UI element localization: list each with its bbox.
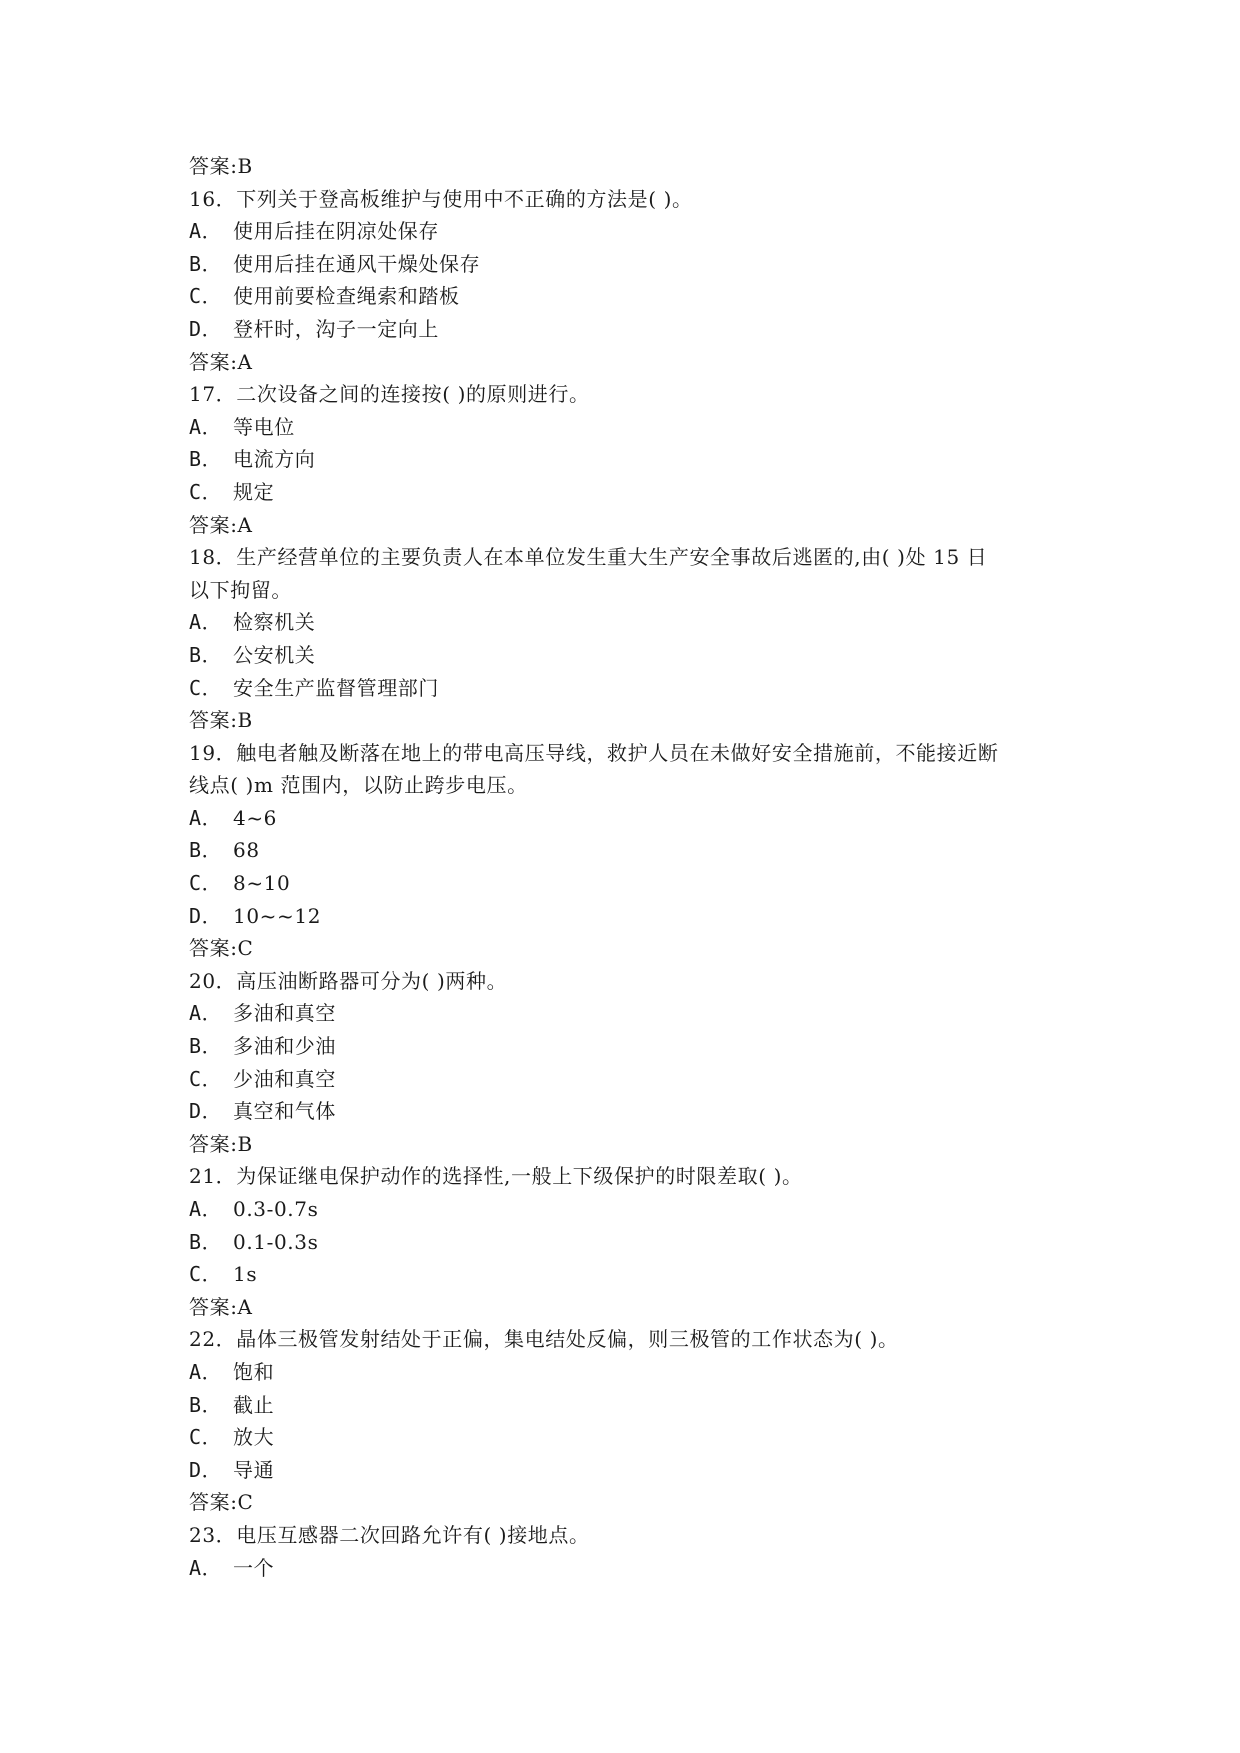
option-letter: C． [189,675,223,700]
question-text: 23．电压互感器二次回路允许有( )接地点。 [189,1522,590,1547]
option-line [189,1063,1069,1096]
option-text: 安全生产监督管理部门 [233,675,439,700]
option-line [189,639,1069,672]
option-letter: C． [189,479,223,504]
question-text: 16．下列关于登高板维护与使用中不正确的方法是( )。 [189,186,693,211]
option-line [189,1454,1069,1487]
option-letter: D． [189,316,223,341]
answer-line: 答案:B [189,708,253,733]
option-line [189,867,1069,900]
option-letter: C． [189,871,223,896]
option-text: 少油和真空 [233,1066,336,1091]
option-text: 登杆时，沟子一定向上 [233,316,439,341]
option-text: 公安机关 [233,642,316,667]
option-line [189,1095,1069,1128]
option-letter: C． [189,1425,223,1450]
option-text: 0.3-0.7s [233,1197,319,1221]
option-letter: B． [189,447,223,472]
option-text: 使用前要检查绳索和踏板 [233,284,460,309]
option-line [189,606,1069,639]
option-letter: D． [189,1099,223,1124]
option-line [189,443,1069,476]
option-text: 68 [233,838,260,863]
option-text: 8~10 [233,871,291,896]
question-text: 18．生产经营单位的主要负责人在本单位发生重大生产安全事故后逃匿的,由( )处 15 日 [189,545,988,570]
option-line [189,834,1069,867]
option-line [189,1356,1069,1389]
option-line [189,802,1069,835]
option-text: 等电位 [233,414,295,439]
option-letter: A． [189,219,223,244]
option-letter: B． [189,251,223,276]
option-text: 4~6 [233,805,278,830]
option-text: 规定 [233,479,275,504]
question-text: 19．触电者触及断落在地上的带电高压导线，救护人员在未做好安全措施前，不能接近断 [189,740,999,765]
answer-line: 答案:C [189,936,254,961]
answer-line: 答案:A [189,349,253,374]
option-letter: D． [189,903,223,928]
answer-line: 答案:B [189,154,253,178]
option-letter: A． [189,805,223,830]
option-line [189,476,1069,509]
question-text: 22．晶体三极管发射结处于正偏，集电结处反偏，则三极管的工作状态为( )。 [189,1327,899,1352]
option-text: 放大 [233,1425,275,1450]
option-text: 使用后挂在通风干燥处保存 [233,251,481,276]
option-letter: C． [189,1066,223,1091]
option-text: 多油和真空 [233,1001,336,1026]
option-text: 0.1-0.3s [233,1229,319,1254]
answer-line: 答案:A [189,1294,253,1319]
answer-line: 答案:A [189,512,253,537]
question-text: 21．为保证继电保护动作的选择性,一般上下级保护的时限差取( )。 [189,1164,803,1189]
option-letter: B． [189,1034,223,1059]
option-letter: B． [189,1392,223,1417]
option-line [189,313,1069,346]
answer-line: 答案:B [189,1131,253,1156]
option-letter: D． [189,1457,223,1482]
option-line [189,1552,1069,1585]
option-text: 检察机关 [233,610,316,635]
option-text: 电流方向 [233,447,316,472]
option-text: 使用后挂在阴凉处保存 [233,219,439,244]
option-letter: A． [189,1555,223,1580]
option-line [189,900,1069,933]
option-letter: B． [189,838,223,863]
option-line [189,1226,1069,1259]
option-text: 截止 [233,1392,275,1417]
option-letter: A． [189,610,223,635]
question-text: 线点( )m 范围内，以防止跨步电压。 [189,773,528,798]
option-line [189,1421,1069,1454]
option-line [189,248,1069,281]
option-line [189,997,1069,1030]
option-line [189,411,1069,444]
question-text: 17．二次设备之间的连接按( )的原则进行。 [189,382,590,407]
option-text: 一个 [233,1555,275,1580]
option-letter: A． [189,1197,223,1221]
option-text: 10~~12 [233,903,322,928]
question-text: 以下拘留。 [189,577,292,602]
option-letter: C． [189,284,223,309]
question-list [189,150,1069,1584]
option-line [189,215,1069,248]
option-line [189,1258,1069,1291]
option-letter: A． [189,1001,223,1026]
option-line [189,1193,1069,1226]
question-text: 20．高压油断路器可分为( )两种。 [189,968,508,993]
option-text: 真空和气体 [233,1099,336,1124]
answer-line: 答案:C [189,1490,254,1515]
option-text: 饱和 [233,1359,275,1384]
option-letter: A． [189,414,223,439]
option-letter: A． [189,1359,223,1384]
option-line [189,1030,1069,1063]
option-letter: B． [189,1229,223,1254]
option-line [189,672,1069,705]
option-text: 多油和少油 [233,1034,336,1059]
option-letter: C． [189,1262,223,1287]
option-text: 1s [233,1262,258,1287]
option-letter: B． [189,642,223,667]
option-text: 导通 [233,1457,275,1482]
option-line [189,1389,1069,1422]
option-line [189,280,1069,313]
